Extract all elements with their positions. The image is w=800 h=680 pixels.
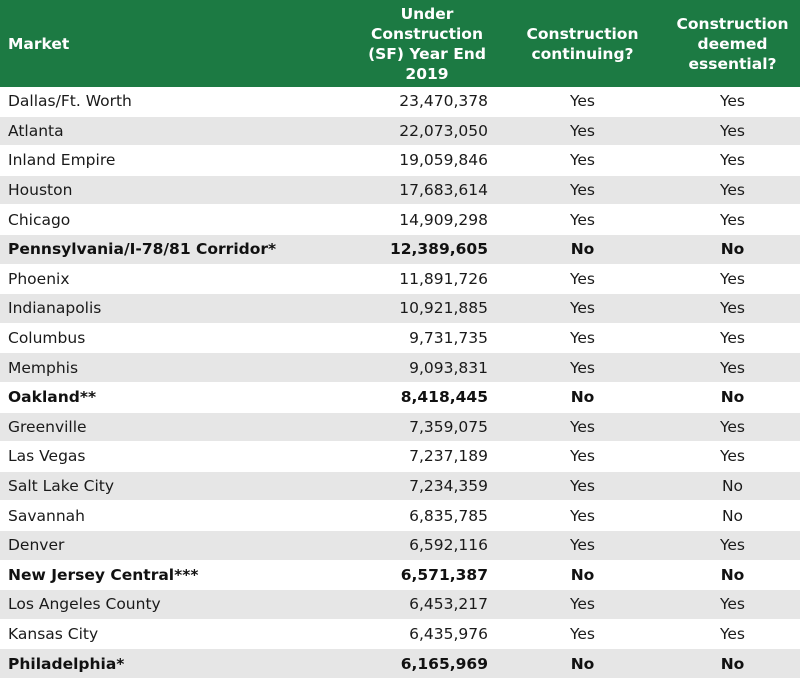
cell-under-construction-value: 7,359,075: [409, 417, 488, 436]
cell-under-construction: [330, 531, 500, 560]
column-header-essential: Construction deemed essential?: [676, 14, 789, 73]
cell-continuing: Yes: [569, 269, 596, 288]
cell-under-construction: [330, 117, 500, 146]
cell-under-construction-value: 6,592,116: [409, 536, 488, 555]
cell-under-construction: [330, 146, 500, 175]
cell-essential: Yes: [719, 624, 746, 643]
cell-under-construction-value: 11,891,726: [399, 269, 488, 288]
table-row: [0, 265, 800, 295]
table-row: [0, 649, 800, 679]
cell-essential: Yes: [719, 595, 746, 614]
cell-under-construction: [330, 265, 500, 294]
table-row: [0, 324, 800, 354]
cell-under-construction: [330, 413, 500, 442]
cell-under-construction-value: 6,835,785: [409, 506, 488, 525]
table-row: [0, 117, 800, 147]
cell-under-construction: [330, 442, 500, 471]
cell-continuing: Yes: [569, 210, 596, 229]
table-row: [0, 176, 800, 206]
cell-market: New Jersey Central***: [8, 565, 199, 584]
cell-essential: Yes: [719, 447, 746, 466]
cell-under-construction-value: 6,165,969: [400, 654, 488, 673]
table-body: [0, 87, 800, 679]
cell-market: Oakland**: [8, 388, 97, 407]
cell-essential: Yes: [719, 181, 746, 200]
cell-essential: Yes: [719, 269, 746, 288]
cell-market: Kansas City: [8, 624, 99, 643]
cell-under-construction: [330, 294, 500, 323]
column-header-continuing: Construction continuing?: [526, 24, 639, 63]
cell-under-construction-value: 9,093,831: [409, 358, 488, 377]
table-row: [0, 87, 800, 117]
cell-continuing: Yes: [569, 92, 596, 111]
cell-market: Pennsylvania/I-78/81 Corridor*: [8, 240, 277, 259]
cell-continuing: Yes: [569, 121, 596, 140]
cell-market: Greenville: [8, 417, 87, 436]
cell-under-construction: [330, 87, 500, 116]
cell-essential: No: [720, 388, 745, 407]
cell-under-construction-value: 9,731,735: [409, 329, 488, 348]
cell-under-construction: [330, 205, 500, 234]
table-row: [0, 620, 800, 650]
table-row: [0, 442, 800, 472]
cell-continuing: Yes: [569, 595, 596, 614]
table-row: [0, 590, 800, 620]
cell-under-construction-value: 7,237,189: [409, 447, 488, 466]
cell-continuing: Yes: [569, 417, 596, 436]
cell-market: Los Angeles County: [8, 595, 161, 614]
cell-under-construction-value: 22,073,050: [399, 121, 488, 140]
table-row: [0, 561, 800, 591]
cell-market: Las Vegas: [8, 447, 86, 466]
cell-market: Houston: [8, 181, 73, 200]
column-header-under-construction: Under Construction (SF) Year End 2019: [368, 4, 486, 83]
cell-continuing: Yes: [569, 151, 596, 170]
cell-under-construction-value: 7,234,359: [409, 477, 488, 496]
cell-market: Atlanta: [8, 121, 64, 140]
cell-under-construction-value: 23,470,378: [399, 92, 488, 111]
table-row: [0, 383, 800, 413]
table-row: [0, 294, 800, 324]
cell-market: Phoenix: [8, 269, 70, 288]
cell-essential: No: [721, 477, 744, 496]
cell-under-construction-value: 6,453,217: [409, 595, 488, 614]
cell-under-construction: [330, 472, 500, 501]
table-row: [0, 413, 800, 443]
cell-under-construction: [330, 353, 500, 382]
table-row: [0, 472, 800, 502]
cell-market: Columbus: [8, 329, 86, 348]
cell-continuing: Yes: [569, 299, 596, 318]
cell-essential: Yes: [719, 92, 746, 111]
cell-continuing: No: [570, 240, 595, 259]
cell-market: Memphis: [8, 358, 79, 377]
cell-under-construction: [330, 649, 500, 678]
cell-under-construction-value: 12,389,605: [389, 240, 488, 259]
cell-essential: Yes: [719, 358, 746, 377]
cell-essential: No: [720, 565, 745, 584]
cell-under-construction: [330, 324, 500, 353]
cell-under-construction-value: 8,418,445: [400, 388, 488, 407]
cell-under-construction-value: 6,435,976: [409, 624, 488, 643]
table-row: [0, 353, 800, 383]
cell-continuing: No: [570, 388, 595, 407]
cell-essential: Yes: [719, 299, 746, 318]
cell-essential: Yes: [719, 536, 746, 555]
table-row: [0, 501, 800, 531]
cell-market: Chicago: [8, 210, 71, 229]
table-row: [0, 146, 800, 176]
cell-essential: No: [721, 506, 744, 525]
cell-essential: No: [720, 240, 745, 259]
cell-under-construction-value: 6,571,387: [400, 565, 488, 584]
cell-essential: Yes: [719, 121, 746, 140]
cell-market: Denver: [8, 536, 65, 555]
cell-continuing: No: [570, 654, 595, 673]
table-row: [0, 235, 800, 265]
cell-under-construction: [330, 235, 500, 264]
cell-market: Salt Lake City: [8, 477, 115, 496]
cell-market: Dallas/Ft. Worth: [8, 92, 132, 111]
cell-continuing: Yes: [569, 477, 596, 496]
column-header-market: Market: [8, 34, 70, 53]
cell-essential: No: [720, 654, 745, 673]
cell-under-construction: [330, 561, 500, 590]
cell-market: Inland Empire: [8, 151, 116, 170]
cell-continuing: Yes: [569, 358, 596, 377]
cell-under-construction: [330, 590, 500, 619]
table-row: [0, 531, 800, 561]
cell-under-construction: [330, 383, 500, 412]
cell-market: Philadelphia*: [8, 654, 125, 673]
table-row: [0, 205, 800, 235]
cell-essential: Yes: [719, 329, 746, 348]
cell-under-construction: [330, 501, 500, 530]
table-header: [0, 0, 800, 87]
cell-under-construction: [330, 176, 500, 205]
cell-market: Savannah: [8, 506, 85, 525]
cell-continuing: Yes: [569, 624, 596, 643]
cell-under-construction: [330, 620, 500, 649]
cell-market: Indianapolis: [8, 299, 102, 318]
cell-under-construction-value: 17,683,614: [399, 181, 488, 200]
cell-essential: Yes: [719, 417, 746, 436]
cell-continuing: Yes: [569, 506, 596, 525]
cell-continuing: Yes: [569, 447, 596, 466]
cell-essential: Yes: [719, 210, 746, 229]
cell-under-construction-value: 14,909,298: [399, 210, 488, 229]
cell-under-construction-value: 19,059,846: [399, 151, 488, 170]
cell-continuing: No: [570, 565, 595, 584]
cell-under-construction-value: 10,921,885: [399, 299, 488, 318]
cell-continuing: Yes: [569, 536, 596, 555]
cell-continuing: Yes: [569, 181, 596, 200]
cell-continuing: Yes: [569, 329, 596, 348]
cell-essential: Yes: [719, 151, 746, 170]
